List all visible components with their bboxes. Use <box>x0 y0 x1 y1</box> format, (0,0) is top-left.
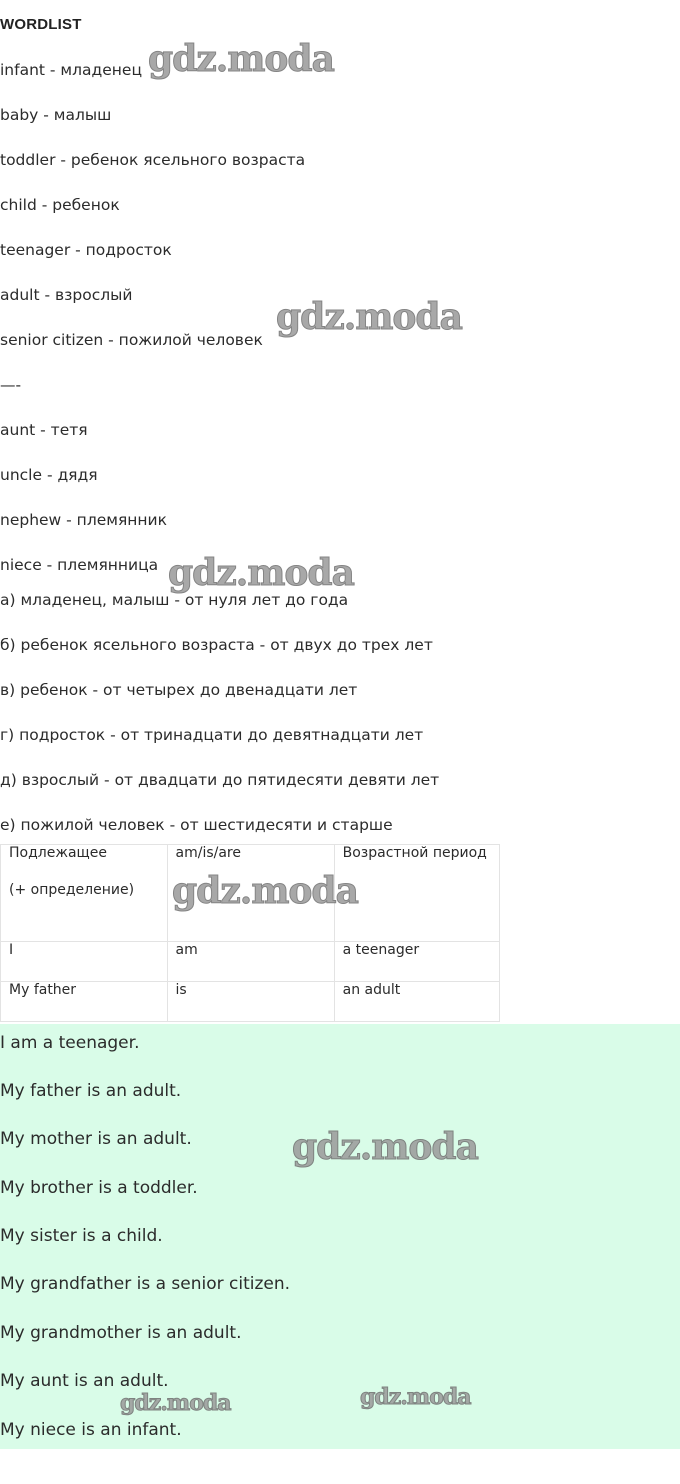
table-row <box>1 982 500 1022</box>
table-cell-subject: My father <box>1 982 168 1022</box>
watermark: gdz.moda <box>172 870 358 912</box>
wordlist-item: nephew - племянник <box>0 511 167 529</box>
answer-block <box>0 1024 680 1449</box>
wordlist-separator: —- <box>0 376 22 394</box>
wordlist-item: toddler - ребенок ясельного возраста <box>0 151 306 169</box>
answer-sentence: My mother is an adult. <box>0 1129 192 1149</box>
answer-sentence: I am a teenager. <box>0 1033 140 1053</box>
wordlist-item: teenager - подросток <box>0 241 172 259</box>
watermark: gdz.moda <box>292 1126 478 1168</box>
wordlist-item: senior citizen - пожилой человек <box>0 331 263 349</box>
wordlist-item: uncle - дядя <box>0 466 98 484</box>
table-row <box>1 942 500 982</box>
wordlist-item: niece - племянница <box>0 556 159 574</box>
watermark: gdz.moda <box>360 1384 471 1410</box>
watermark: gdz.moda <box>168 552 354 594</box>
table-header-verb: am/is/are <box>167 845 334 942</box>
grammar-table <box>0 844 500 1022</box>
age-range-item: д) взрослый - от двадцати до пятидесяти девяти лет <box>0 771 440 789</box>
watermark: gdz.moda <box>276 296 462 338</box>
age-range-item: в) ребенок - от четырех до двенадцати лет <box>0 681 358 699</box>
wordlist-item: aunt - тетя <box>0 421 88 439</box>
age-range-item: г) подросток - от тринадцати до девятнадцати лет <box>0 726 424 744</box>
watermark: gdz.moda <box>148 38 334 80</box>
table-cell-period: an adult <box>334 982 499 1022</box>
age-range-item: б) ребенок ясельного возраста - от двух до трех лет <box>0 636 433 654</box>
table-cell-period: a teenager <box>334 942 499 982</box>
wordlist-item: baby - малыш <box>0 106 112 124</box>
table-header-period: Возрастной период <box>334 845 499 942</box>
answer-sentence: My grandmother is an adult. <box>0 1323 242 1343</box>
watermark: gdz.moda <box>120 1390 231 1416</box>
answer-sentence: My sister is a child. <box>0 1226 163 1246</box>
answer-sentence: My aunt is an adult. <box>0 1371 169 1391</box>
age-range-item: е) пожилой человек - от шестидесяти и старше <box>0 816 393 834</box>
answer-sentence: My brother is a toddler. <box>0 1178 198 1198</box>
wordlist-item: adult - взрослый <box>0 286 133 304</box>
table-cell-subject: I <box>1 942 168 982</box>
wordlist-heading: WORDLIST <box>0 16 82 33</box>
answer-sentence: My father is an adult. <box>0 1081 182 1101</box>
table-header-subject-line2: (+ определение) <box>9 882 135 898</box>
table-header-subject <box>1 845 168 942</box>
answer-sentence: My niece is an infant. <box>0 1420 182 1440</box>
table-cell-verb: is <box>167 982 334 1022</box>
table-cell-verb: am <box>167 942 334 982</box>
age-range-item: а) младенец, малыш - от нуля лет до года <box>0 591 349 609</box>
wordlist-item: infant - младенец <box>0 61 143 79</box>
table-header-row <box>1 845 500 942</box>
answer-sentence: My grandfather is a senior citizen. <box>0 1274 291 1294</box>
wordlist-item: child - ребенок <box>0 196 120 214</box>
table-header-subject-line1: Подлежащее <box>9 845 107 861</box>
